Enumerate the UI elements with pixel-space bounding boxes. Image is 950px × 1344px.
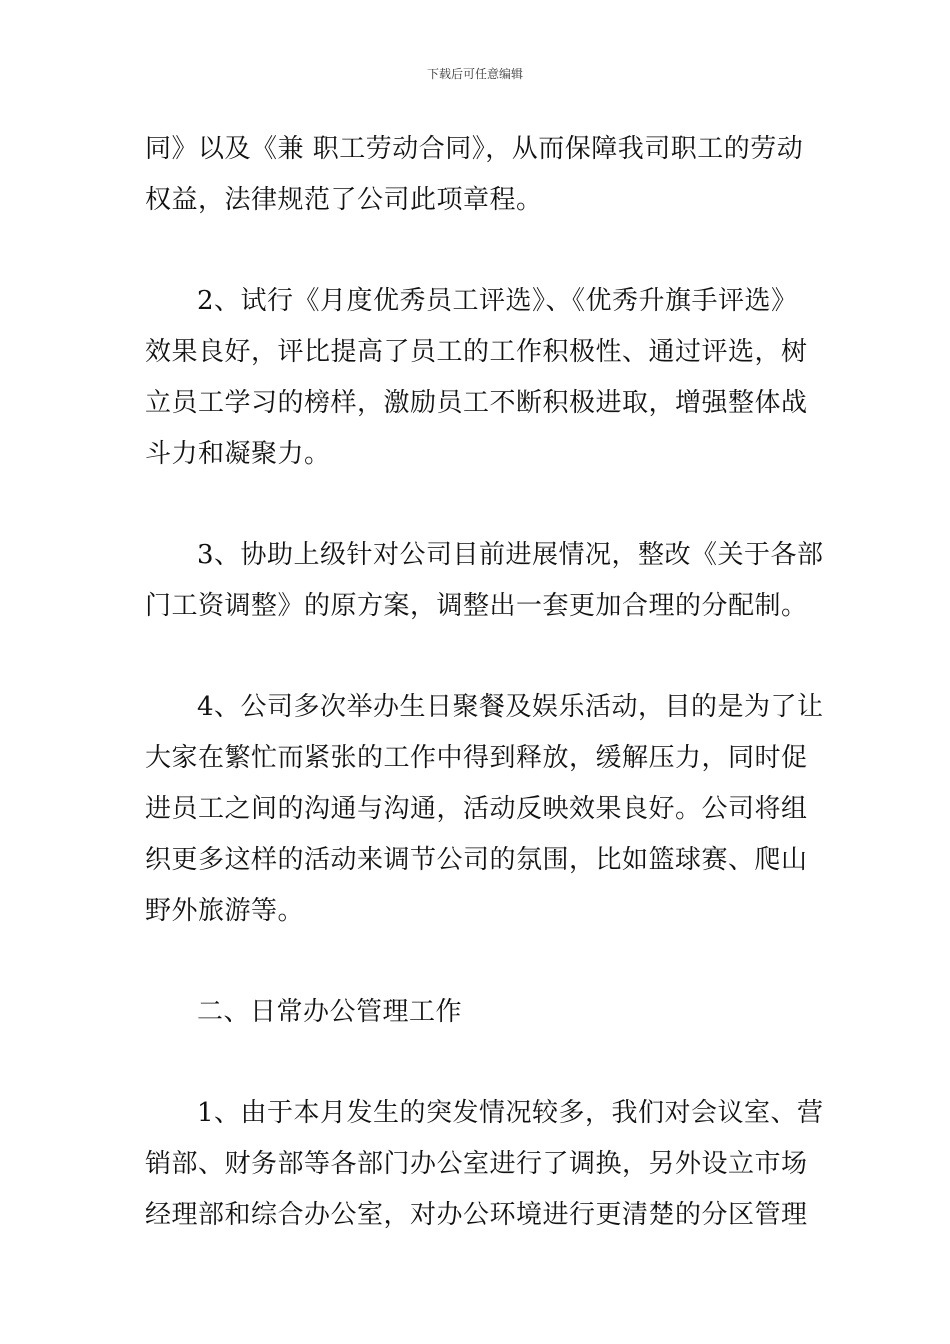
text-line: 门工资调整》的原方案，调整出一套更加合理的分配制。: [145, 591, 808, 621]
paragraph-item-4: [145, 682, 824, 937]
page-header: 下载后可任意编辑: [426, 67, 523, 81]
text-line: 经理部和综合办公室，对办公环境进行更清楚的分区管理: [145, 1200, 808, 1230]
text-line: 效果良好，评比提高了员工的工作积极性、通过评选，树: [145, 337, 808, 367]
text-line: 2、试行《月度优秀员工评选》、《优秀升旗手评选》: [197, 286, 798, 316]
section-heading: [145, 987, 810, 1038]
section-heading-text: 二、日常办公管理工作: [197, 997, 463, 1027]
text-line: 3、协助上级针对公司目前进展情况，整改《关于各部: [197, 540, 824, 570]
text-line: 1、由于本月发生的突发情况较多，我们对会议室、营: [197, 1098, 824, 1128]
text-line: 权益，法律规范了公司此项章程。: [145, 185, 543, 215]
text-line: 织更多这样的活动来调节公司的氛围，比如篮球赛、爬山: [145, 845, 808, 875]
text-line: 4、公司多次举办生日聚餐及娱乐活动，目的是为了让: [197, 692, 824, 722]
paragraph-item-3: [145, 530, 824, 632]
text-line: 销部、财务部等各部门办公室进行了调换，另外设立市场: [145, 1149, 808, 1179]
text-line: 进员工之间的沟通与沟通，活动反映效果良好。公司将组: [145, 794, 808, 824]
text-line: 斗力和凝聚力。: [145, 439, 331, 469]
text-line: 立员工学习的榜样，激励员工不断积极进取，增强整体战: [145, 388, 808, 418]
paragraph-office-item-1: [145, 1088, 824, 1241]
document-body: [145, 124, 824, 1241]
text-line: 同》以及《兼 职工劳动合同》，从而保障我司职工的劳动: [145, 134, 804, 164]
paragraph-contract-summary: [145, 124, 810, 226]
paragraph-item-2: [145, 276, 810, 480]
text-line: 野外旅游等。: [145, 896, 305, 926]
text-line: 大家在繁忙而紧张的工作中得到释放，缓解压力，同时促: [145, 743, 808, 773]
